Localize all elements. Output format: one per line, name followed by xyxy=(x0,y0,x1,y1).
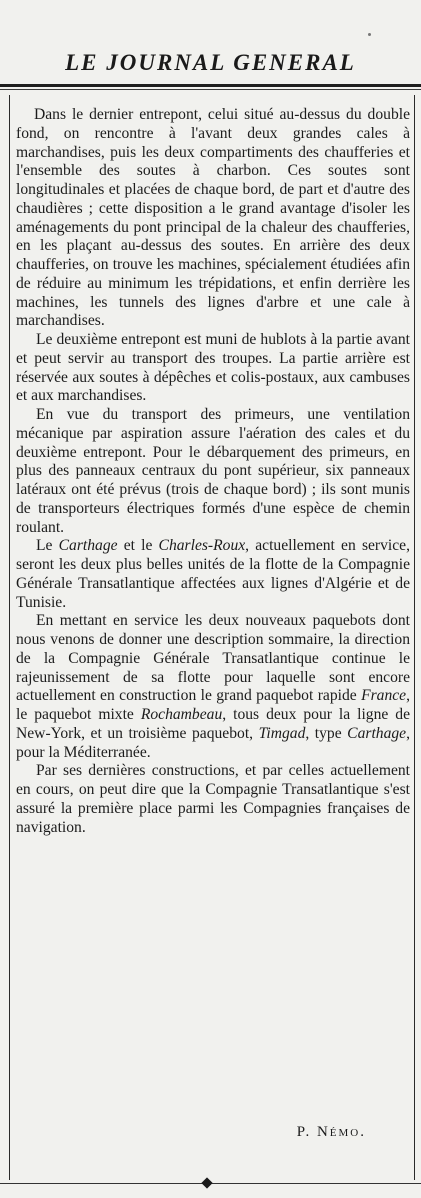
article-body xyxy=(16,106,410,837)
masthead-rule-thin xyxy=(0,89,421,90)
column-rule-left xyxy=(9,95,10,1180)
article-paragraph xyxy=(16,612,410,762)
masthead-title: LE JOURNAL GENERAL xyxy=(65,50,356,75)
article-paragraph xyxy=(16,106,410,331)
text-run: Le deuxième entrepont est muni de hublots à la partie avant et peut servir au transport des troupes. La partie arrière est réservée aux soutes à dépêches et colis-postaux, aux cambuses et aux marchandises. xyxy=(16,331,410,405)
article-paragraph xyxy=(16,762,410,837)
text-run: et le xyxy=(117,537,159,555)
article-paragraph xyxy=(16,331,410,406)
print-speck xyxy=(368,33,371,36)
text-run: , tous deux pour la ligne de New-York, et un troisième paquebot, xyxy=(16,706,410,742)
footer-ornament xyxy=(201,1177,212,1188)
author-signature: P. Némo. xyxy=(296,1124,366,1140)
text-run: En mettant en service les deux nouveaux paquebots dont nous venons de donner une description sommaire, la direction de la Compagnie Générale Transatlantique continue le rajeunissement de sa flotte pour laquelle sont encore actuellement en construction le grand paquebot rapide xyxy=(16,612,410,705)
text-run: En vue du transport des primeurs, une ventilation mécanique par aspiration assure l'aération des cales et du deuxième entrepont. Pour le débarquement des primeurs, en plus des panneaux centraux du pont supérieur, six panneaux latéraux ont été prévus (trois de chaque bord) ; ils sont munis de transporteurs électriques formés d'une espèce de chemin roulant. xyxy=(16,406,410,536)
ship-name: France xyxy=(361,687,407,705)
masthead-rule-thick xyxy=(0,84,421,87)
ship-name: Rochambeau xyxy=(140,706,223,723)
text-run: , actuellement en service, seront les deux plus belles unités de la flotte de la Compagnie Générale Transatlantique affectées aux lignes d'Algérie et de Tunisie. xyxy=(16,537,410,611)
ship-name: Timgad xyxy=(258,724,306,742)
article-paragraph xyxy=(16,406,410,537)
text-run: , le paquebot mixte xyxy=(16,687,410,723)
text-run: Par ses dernières constructions, et par celles actuellement en cours, on peut dire que la Compagnie Transatlantique s'est assuré la première place parmi les Compagnies françaises de navigation. xyxy=(16,762,410,836)
text-run: , pour la Méditerranée. xyxy=(16,724,410,761)
text-run: , type xyxy=(305,724,348,742)
column-rule-right xyxy=(414,95,415,1180)
text-run: Le xyxy=(36,537,59,555)
ship-name: Carthage xyxy=(58,537,118,555)
ship-name: Charles-Roux xyxy=(158,537,246,555)
article-paragraph xyxy=(16,537,410,612)
ship-name: Carthage xyxy=(347,724,407,742)
text-run: Dans le dernier entrepont, celui situé au-dessus du double fond, on rencontre à l'avant deux grandes cales à marchandises, puis les deux compartiments des chaufferies et l'ensemble des soutes à charbon. Ces soutes sont longitudinales et placées de chaque bord, de part et d'autre des chaudières ; cette disposition a le grand avantage d'isoler les aménagements du pont principal de la chaleur des chaufferies, en les plaçant au-dessus des soutes. En arrière des deux chaufferies, on trouve les machines, spécialement étudiées afin de réduire au minimum les trépidations, et enfin derrière les machines, les tunnels des lignes d'arbre et une cale à marchandises. xyxy=(16,106,410,330)
